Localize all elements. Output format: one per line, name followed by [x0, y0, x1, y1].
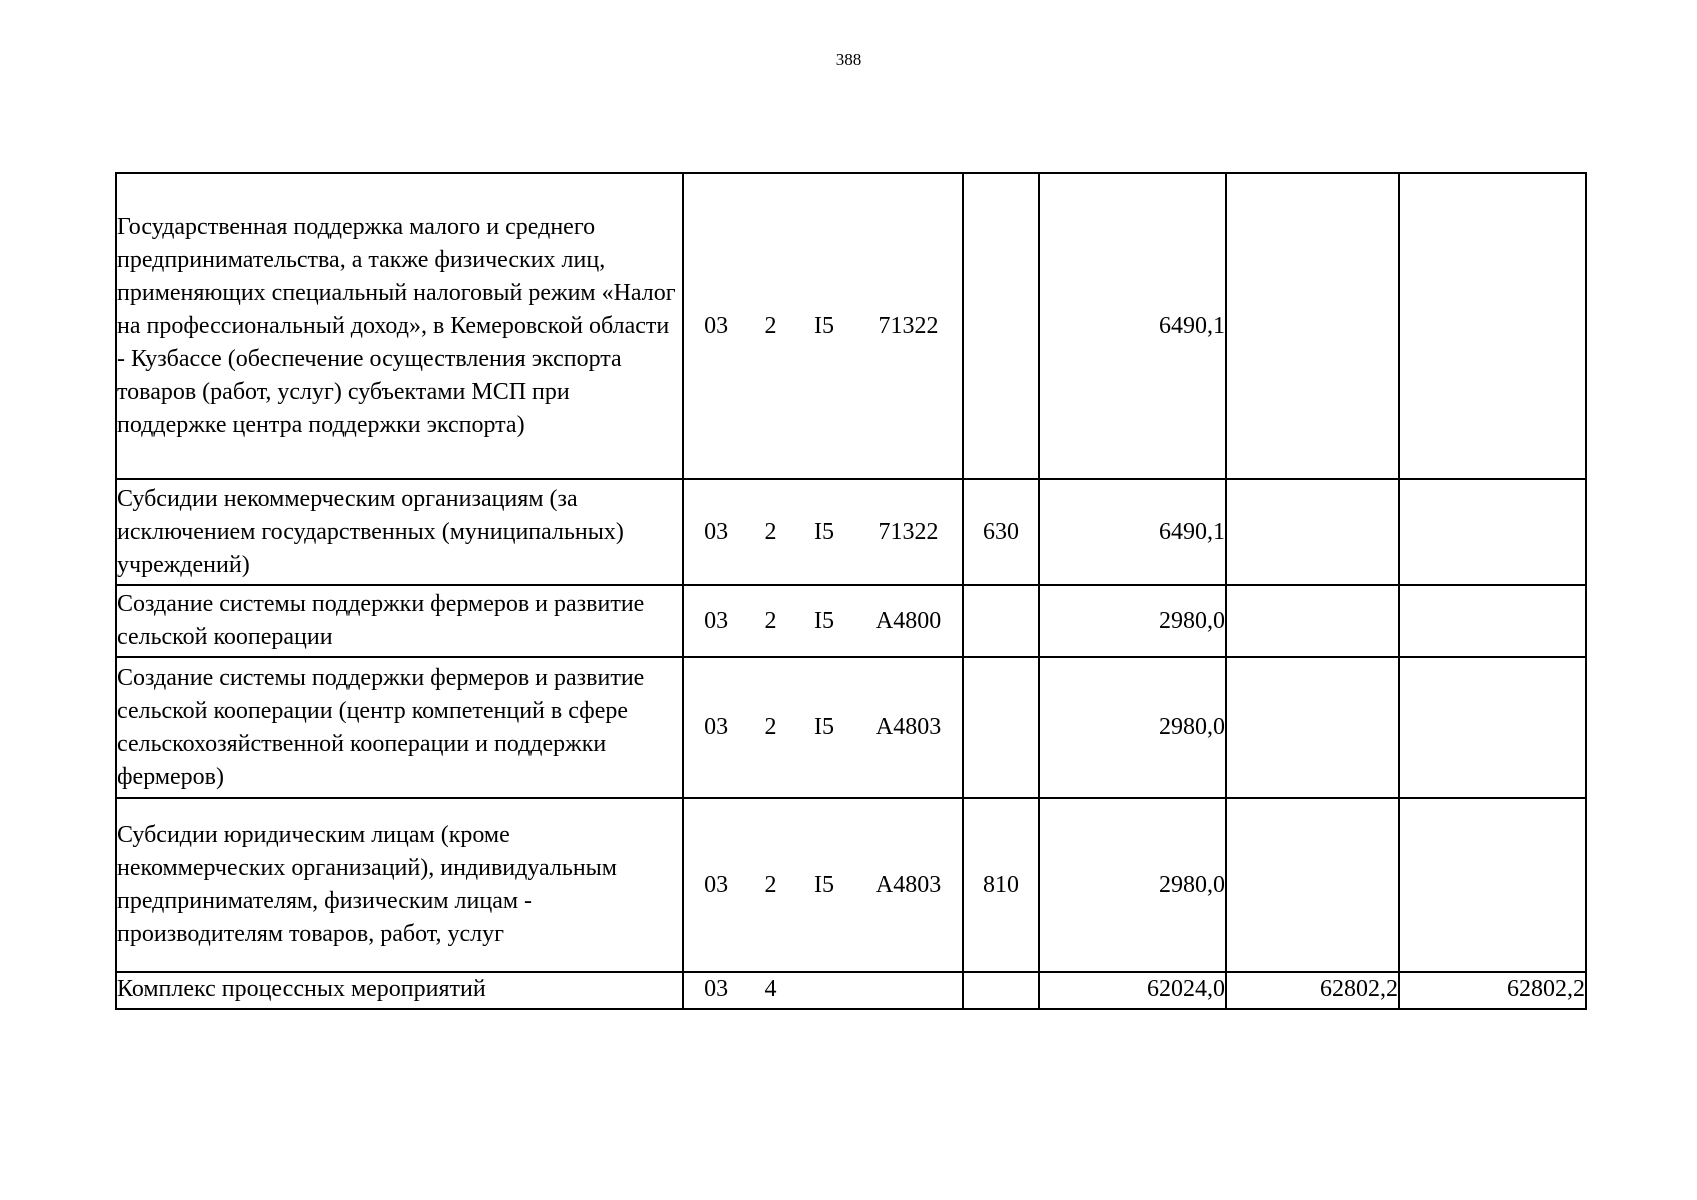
amount-3-cell [1399, 798, 1586, 972]
row-name: Государственная поддержка малого и среднего предпринимательства, а также физических лиц, применяющих специальный налоговый режим «Налог на профессиональный доход», в Кемеровской области - Кузбассе (обеспечение осуществления экспорта товаров (работ, услуг) субъектами МСП при поддержке центра поддержки экспорта) [117, 213, 676, 438]
project-code: I5 [813, 312, 834, 339]
row-name: Субсидии юридическим лицам (кроме некоммерческих организаций), индивидуальным предпринимателям, физическим лицам - производителям товаров, работ, услуг [117, 822, 617, 947]
amount-2-cell [1226, 657, 1399, 798]
row-name: Создание системы поддержки фермеров и развитие сельской кооперации (центр компетенций в сфере сельскохозяйственной кооперации и поддержки фермеров) [117, 664, 645, 790]
table-row [116, 173, 1586, 479]
table-row [116, 479, 1586, 585]
code-grid [684, 973, 962, 1006]
expense-type-cell [963, 972, 1039, 1009]
direction-code: 71322 [878, 518, 939, 545]
row-name-cell [116, 972, 683, 1009]
amount-3-cell [1399, 657, 1586, 798]
subprogram-code: 2 [764, 871, 777, 898]
code-grid [684, 516, 962, 549]
subprogram-code: 2 [764, 714, 777, 740]
amount-2-cell [1226, 479, 1399, 585]
code-cell [683, 798, 963, 972]
expense-type-cell: 630 [963, 479, 1039, 585]
code-cell [683, 585, 963, 657]
project-code: I5 [813, 714, 834, 740]
program-code: 03 [704, 976, 729, 1002]
subprogram-code: 2 [764, 518, 777, 545]
code-grid [684, 869, 962, 902]
direction-code: 71322 [878, 312, 939, 339]
program-code: 03 [704, 518, 729, 545]
program-code: 03 [704, 871, 729, 898]
direction-code: А4800 [875, 607, 942, 634]
budget-table [115, 172, 1587, 1010]
expense-type-cell [963, 173, 1039, 479]
expense-type-cell [963, 585, 1039, 657]
row-name: Субсидии некоммерческим организациям (за исключением государственных (муниципальных) учреждений) [117, 485, 624, 578]
amount-1-cell: 2980,0 [1039, 798, 1226, 972]
table-row [116, 585, 1586, 657]
amount-3-cell: 62802,2 [1399, 972, 1586, 1009]
amount-2-cell: 62802,2 [1226, 972, 1399, 1009]
code-grid [684, 711, 962, 744]
subprogram-code: 4 [764, 976, 777, 1002]
row-name: Комплекс процессных мероприятий [117, 976, 486, 1002]
amount-1-cell: 62024,0 [1039, 972, 1226, 1009]
expense-type-cell [963, 657, 1039, 798]
amount-1-cell: 6490,1 [1039, 479, 1226, 585]
amount-3-cell [1399, 585, 1586, 657]
code-cell [683, 972, 963, 1009]
row-name-cell [116, 479, 683, 585]
code-grid [684, 605, 962, 638]
program-code: 03 [704, 607, 729, 634]
subprogram-code: 2 [764, 607, 777, 634]
amount-2-cell [1226, 798, 1399, 972]
row-name: Создание системы поддержки фермеров и развитие сельской кооперации [117, 591, 645, 650]
code-cell [683, 173, 963, 479]
subprogram-code: 2 [764, 312, 777, 339]
row-name-cell [116, 173, 683, 479]
direction-code: А4803 [875, 871, 942, 898]
code-cell [683, 657, 963, 798]
code-grid [684, 310, 962, 343]
row-name-cell [116, 657, 683, 798]
program-code: 03 [704, 714, 729, 740]
page-number: 388 [835, 50, 862, 69]
code-cell [683, 479, 963, 585]
amount-1-cell: 2980,0 [1039, 585, 1226, 657]
table-row [116, 657, 1586, 798]
project-code: I5 [813, 518, 834, 545]
amount-2-cell [1226, 173, 1399, 479]
table-row [116, 972, 1586, 1009]
amount-1-cell: 6490,1 [1039, 173, 1226, 479]
project-code: I5 [813, 871, 834, 898]
table-row [116, 798, 1586, 972]
amount-3-cell [1399, 479, 1586, 585]
amount-2-cell [1226, 585, 1399, 657]
row-name-cell [116, 798, 683, 972]
expense-type-cell: 810 [963, 798, 1039, 972]
row-name-cell [116, 585, 683, 657]
direction-code: А4803 [875, 714, 942, 740]
project-code: I5 [813, 607, 834, 634]
amount-3-cell [1399, 173, 1586, 479]
program-code: 03 [704, 312, 729, 339]
amount-1-cell: 2980,0 [1039, 657, 1226, 798]
